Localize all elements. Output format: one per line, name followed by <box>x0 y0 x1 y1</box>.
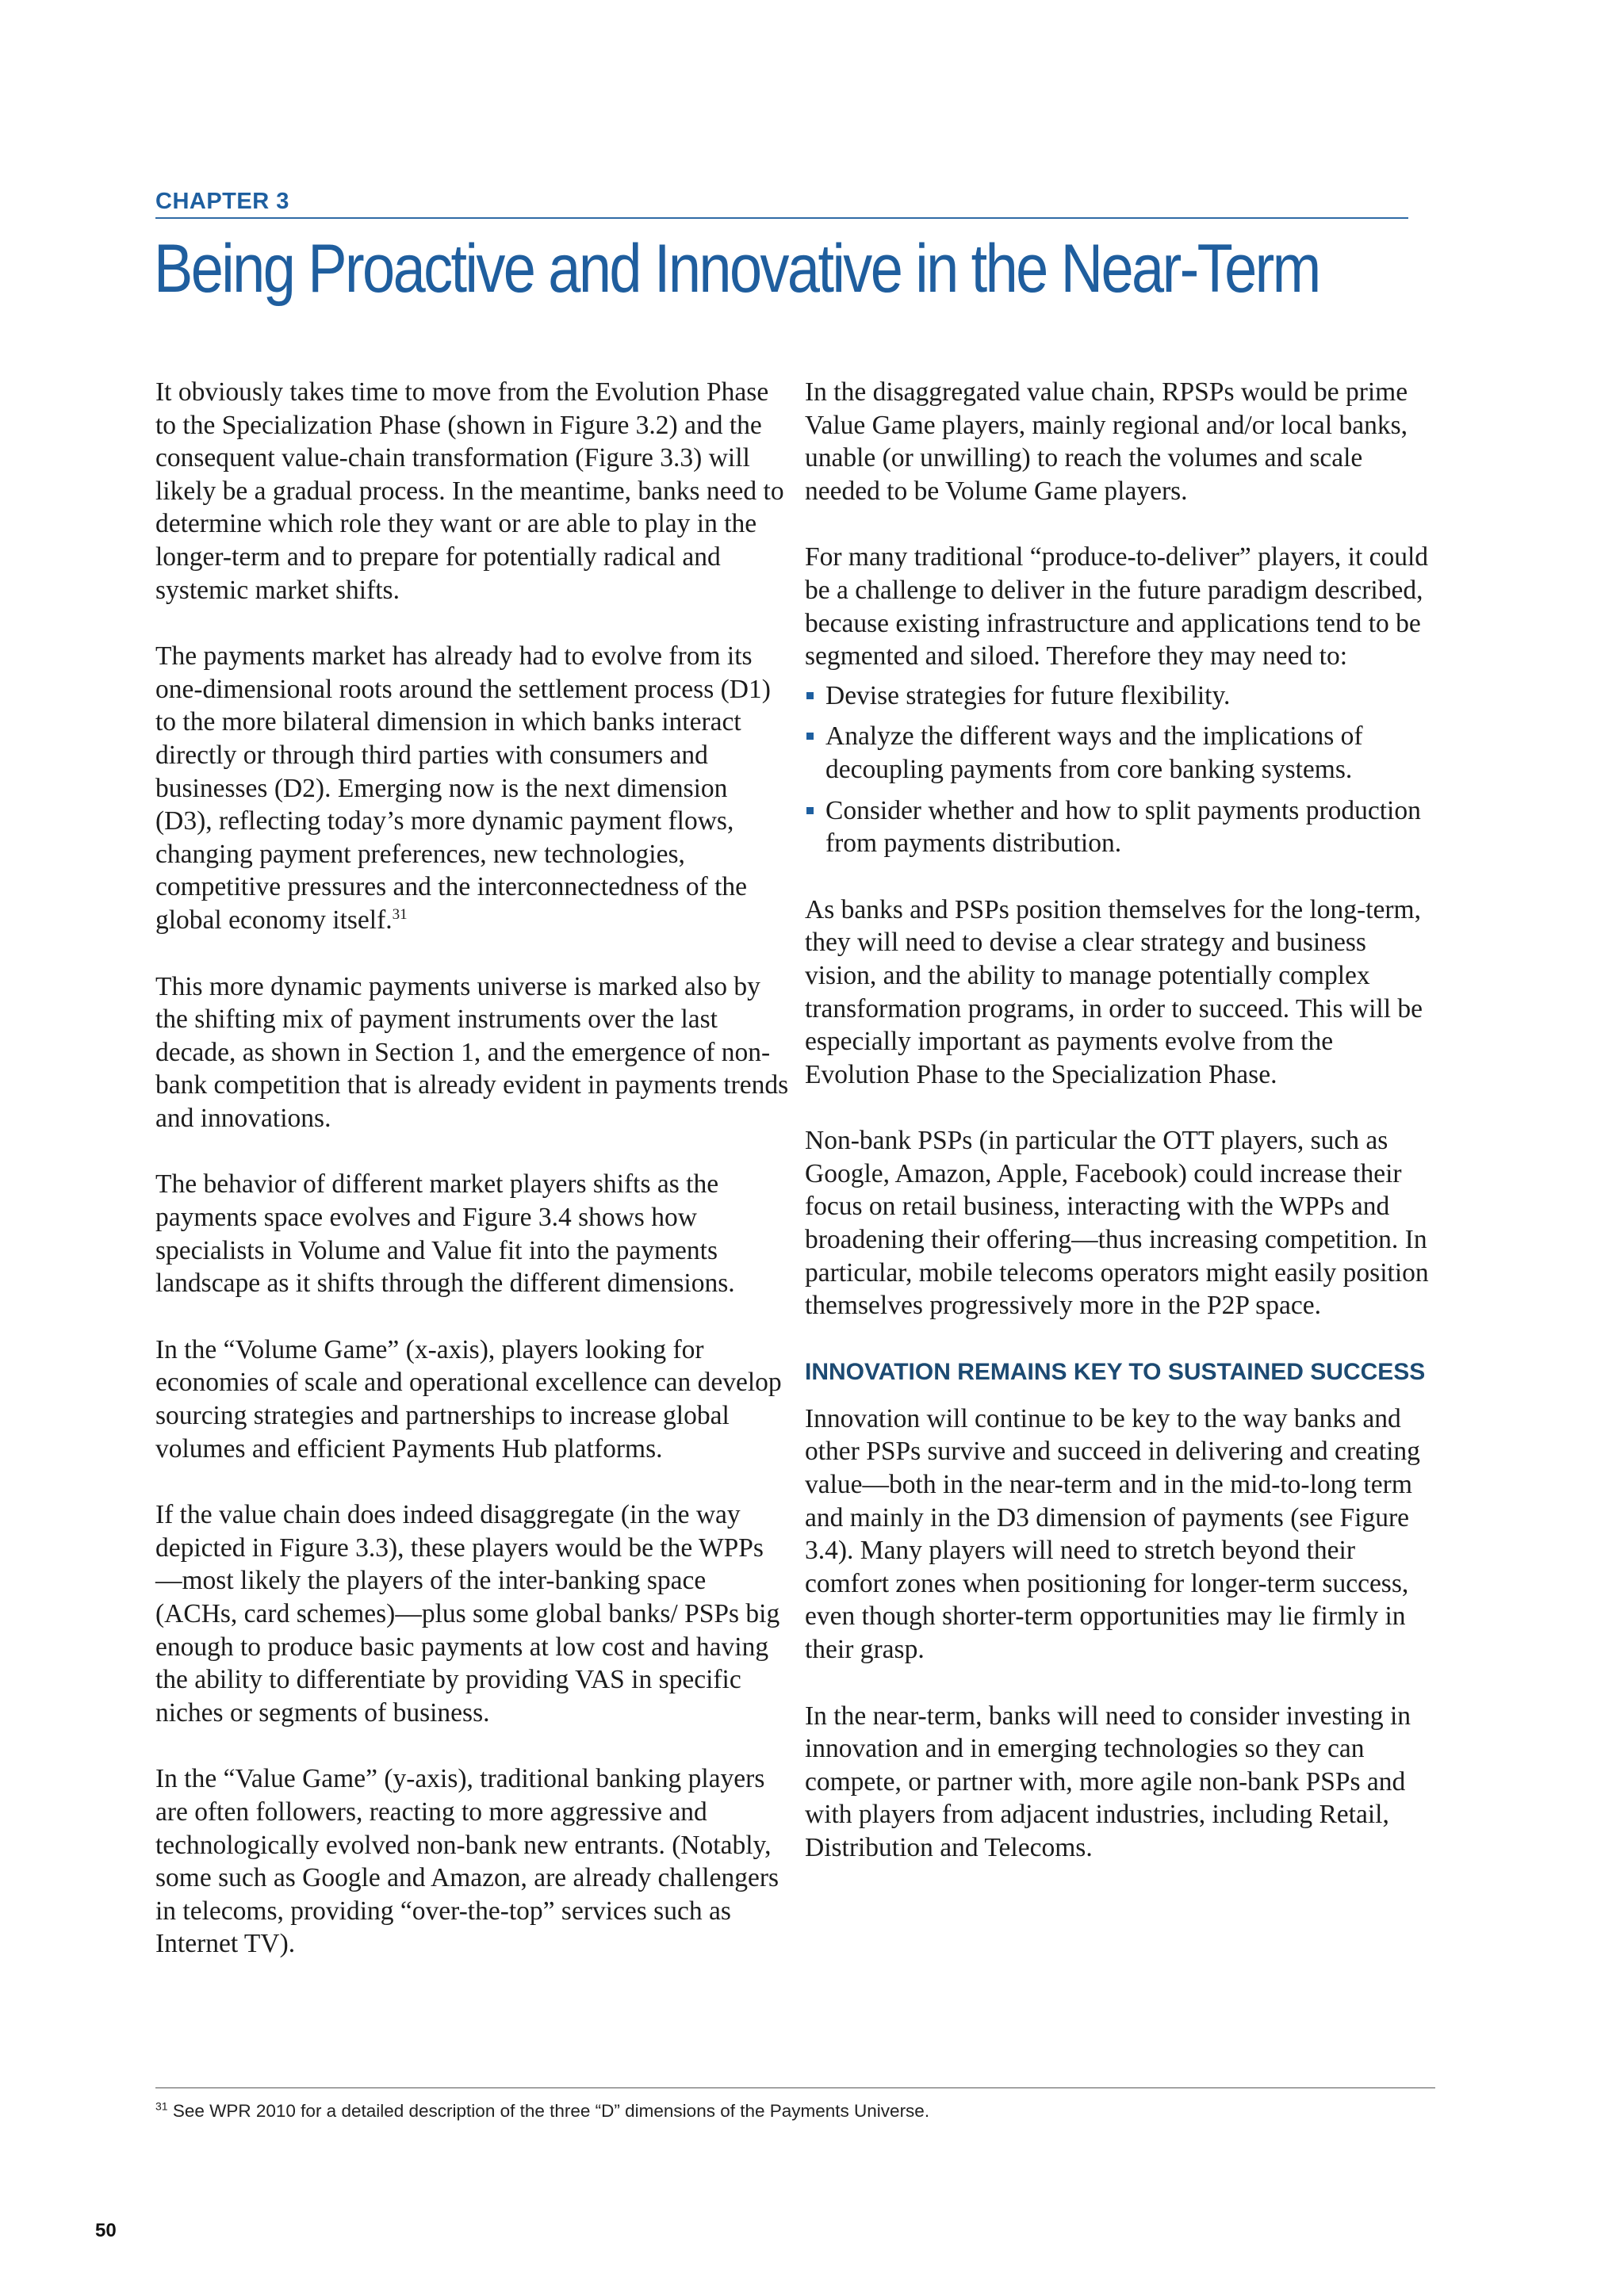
square-bullet-icon <box>806 807 814 814</box>
list-item-text: Analyze the different ways and the implications of decoupling payments from core banking systems. <box>825 721 1363 784</box>
footnote-reference[interactable]: 31 <box>392 905 408 923</box>
paragraph: Innovation will continue to be key to the way banks and other PSPs survive and succeed in delivering and creating value—both in the near-term and in the mid-to-long term and mainly in the D3 dimension of payments (see Figure 3.4). Many players will need to stretch beyond their comfort zones when positioning for longer-term success, even though shorter-term opportunities may lie firmly in their grasp. <box>805 1403 1420 1664</box>
square-bullet-icon <box>806 733 814 740</box>
paragraph: For many traditional “produce-to-deliver” players, it could be a challenge to deliver in the future paradigm described, because existing infrastructure and applications tend to be segmented and siloed. Therefore they may need to: <box>805 542 1429 672</box>
paragraph: As banks and PSPs position themselves for the long-term, they will need to devise a clear strategy and business vision, and the ability to manage potentially complex transformation programs, in order to succeed. This will be especially important as payments evolve from the Evolution Phase to the Specialization Phase. <box>805 894 1423 1089</box>
footnote <box>155 2101 929 2122</box>
footnote-text: See WPR 2010 for a detailed description of the three “D” dimensions of the Payments Universe. <box>172 2101 930 2121</box>
paragraph: In the “Volume Game” (x-axis), players looking for economies of scale and operational excellence can develop sourcing strategies and partnerships to increase global volumes and efficient Payments Hub platforms. <box>155 1334 782 1464</box>
list-item-text: Devise strategies for future flexibility. <box>825 680 1231 710</box>
list-item <box>805 679 1439 713</box>
paragraph: If the value chain does indeed disaggregate (in the way depicted in Figure 3.3), these players would be the WPPs—most likely the players of the inter-banking space (ACHs, card schemes)—plus some global banks/ PSPs big enough to produce basic payments at low cost and having the ability to differentiate by providing VAS in specific niches or segments of business. <box>155 1500 780 1728</box>
list-item <box>805 794 1439 860</box>
section-heading: INNOVATION REMAINS KEY TO SUSTAINED SUCCESS <box>805 1358 1426 1385</box>
page-number: 50 <box>95 2220 117 2241</box>
paragraph: In the “Value Game” (y-axis), traditional banking players are often followers, reacting to more aggressive and technologically evolved non-bank new entrants. (Notably, some such as Google and Amazon, are already challengers in telecoms, providing “over-the-top” services such as Internet TV). <box>155 1764 779 1959</box>
chapter-label: CHAPTER 3 <box>155 189 289 214</box>
paragraph-text: The payments market has already had to evolve from its one-dimensional roots around the settlement process (D1) to the more bilateral dimension in which banks interact directly or through third parties with consumers and businesses (D2). Emerging now is the next dimension (D3), reflecting today’s more dynamic payment flows, changing payment preferences, new technologies, competitive pressures and the interconnectedness of the global economy itself. <box>155 641 771 935</box>
list-item-text: Consider whether and how to split payments production from payments distribution. <box>825 795 1421 859</box>
paragraph: In the disaggregated value chain, RPSPs would be prime Value Game players, mainly regional and/or local banks, unable (or unwilling) to reach the volumes and scale needed to be Volume Game players. <box>805 377 1408 506</box>
chapter-divider <box>155 217 1408 219</box>
paragraph: The behavior of different market players shifts as the payments space evolves and Figure 3.4 shows how specialists in Volume and Value fit into the payments landscape as it shifts through the different dimensions. <box>155 1169 735 1299</box>
right-column <box>805 376 1439 1865</box>
square-bullet-icon <box>806 692 814 699</box>
left-column <box>155 376 790 1961</box>
paragraph: In the near-term, banks will need to consider investing in innovation and in emerging technologies so they can compete, or partner with, more agile non-bank PSPs and with players from adjacent industries, including Retail, Distribution and Telecoms. <box>805 1701 1411 1862</box>
paragraph: Non-bank PSPs (in particular the OTT players, such as Google, Amazon, Apple, Facebook) could increase their focus on retail business, interacting with the WPPs and broadening their offering—thus increasing competition. In particular, mobile telecoms operators might easily position themselves progressively more in the P2P space. <box>805 1126 1429 1321</box>
page-title: Being Proactive and Innovative in the Near-Term <box>154 231 1320 307</box>
paragraph: It obviously takes time to move from the Evolution Phase to the Specialization Phase (shown in Figure 3.2) and the consequent value-chain transformation (Figure 3.3) will likely be a gradual process. In the meantime, banks need to determine which role they want or are able to play in the longer-term and to prepare for potentially radical and systemic market shifts. <box>155 377 784 605</box>
paragraph <box>155 640 790 936</box>
footnote-number: 31 <box>155 2099 168 2113</box>
list-item <box>805 720 1439 786</box>
paragraph: This more dynamic payments universe is marked also by the shifting mix of payment instruments over the last decade, as shown in Section 1, and the emergence of non-bank competition that is already evident in payments trends and innovations. <box>155 971 789 1133</box>
footnote-divider <box>155 2087 1435 2088</box>
bullet-list <box>805 679 1439 860</box>
